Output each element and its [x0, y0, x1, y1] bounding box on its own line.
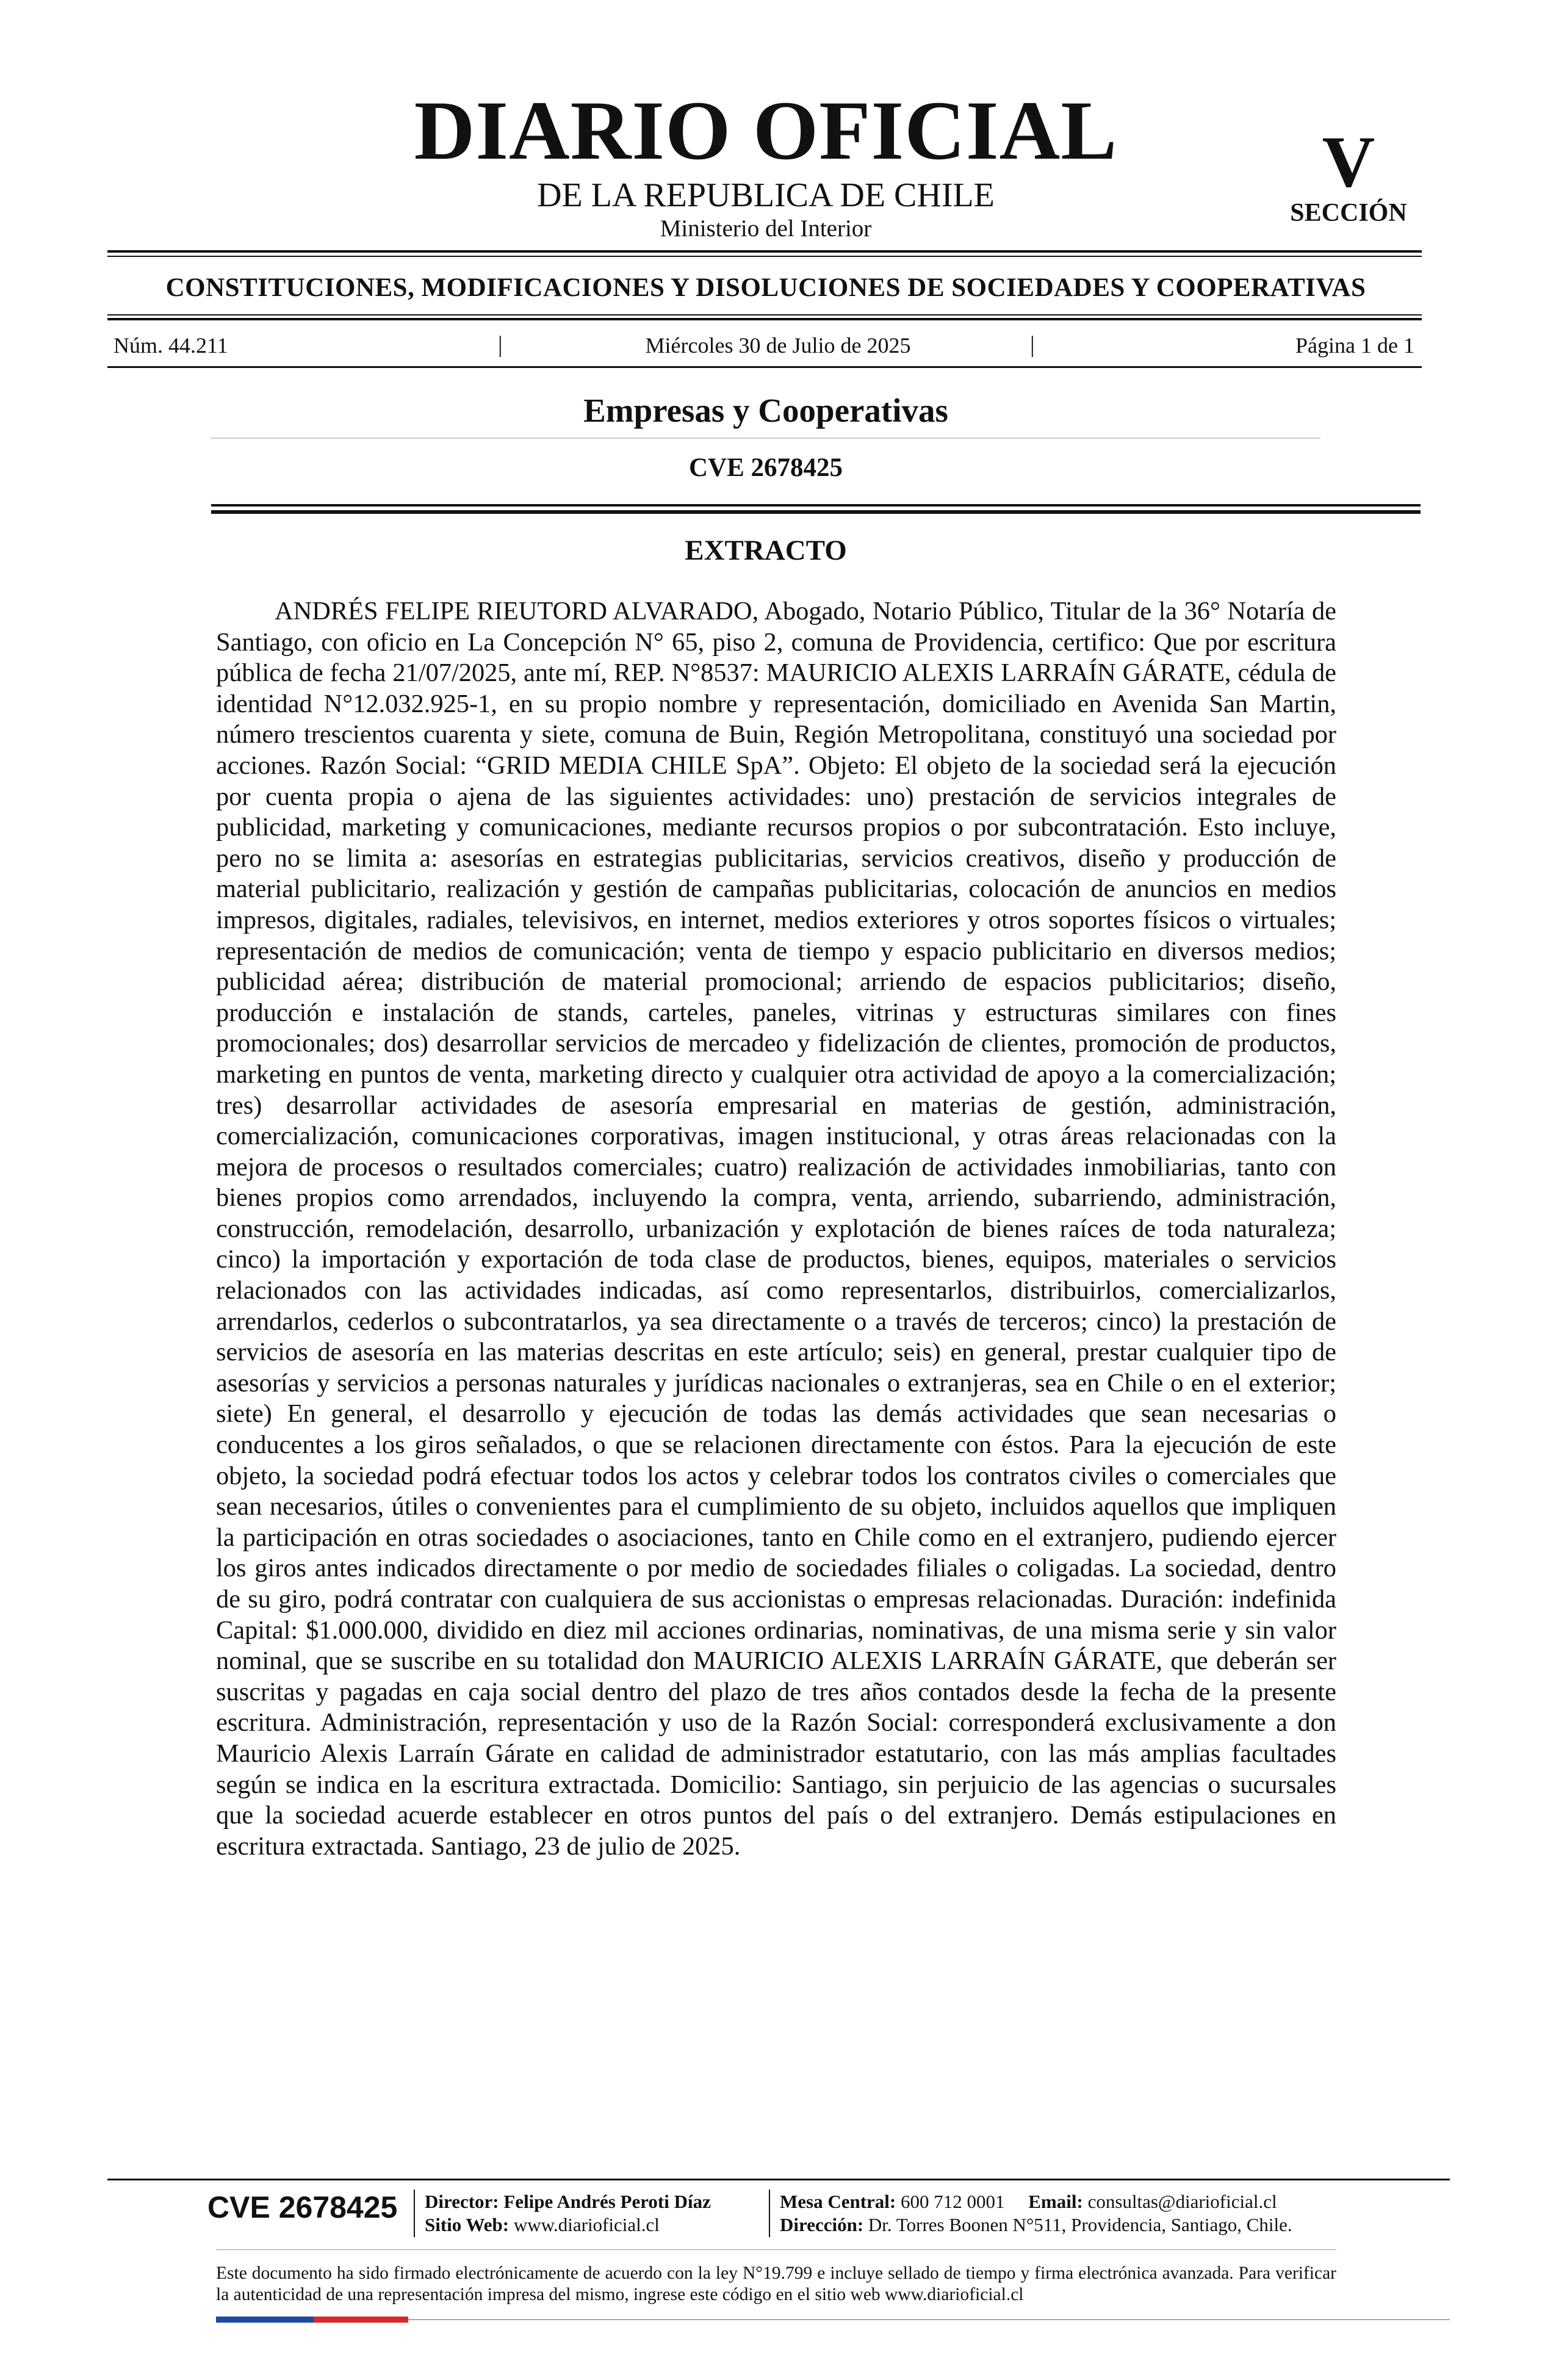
issue-date: Miércoles 30 de Julio de 2025: [645, 333, 911, 358]
heavy-rule-1: [211, 504, 1421, 507]
band-rule-1: [107, 314, 1422, 316]
footer-address: [780, 2214, 1292, 2236]
issue-separator: |: [498, 332, 503, 358]
section-label: SECCIÓN: [1290, 199, 1407, 227]
mesa-label: Mesa Central:: [780, 2191, 896, 2212]
cve-code: CVE 2678425: [688, 453, 843, 482]
footer-director: [425, 2191, 711, 2213]
section-name: Empresas y Cooperativas: [583, 392, 948, 429]
email-label: Email:: [1028, 2191, 1083, 2212]
masthead-title: DIARIO OFICIAL: [414, 84, 1118, 177]
document-heading: EXTRACTO: [685, 535, 847, 566]
issue-number: Núm. 44.211: [113, 333, 228, 358]
header-rule-1: [107, 250, 1422, 253]
footer-divider: [414, 2190, 415, 2237]
bottom-rule: [408, 2319, 1450, 2320]
info-rule: [107, 366, 1422, 368]
masthead-subtitle: DE LA REPUBLICA DE CHILE: [537, 176, 995, 214]
footer-website: [425, 2214, 660, 2236]
masthead-ministry: Ministerio del Interior: [660, 215, 872, 242]
email-link[interactable]: consultas@diarioficial.cl: [1087, 2191, 1277, 2212]
director-label: Director:: [425, 2191, 499, 2212]
extract-body: ANDRÉS FELIPE RIEUTORD ALVARADO, Abogado, Notario Público, Titular de la 36° Notaría de Santiago, con oficio en La Concepción N° 65, piso 2, comuna de Providencia, certifico: Que por escritura pública de fecha 21/07/2025, ante mí, REP. N°8537: MAURICIO ALEXIS LARRAÍN GÁRATE, cédula de identidad N°12.032.925-1, en su propio nombre y representación, domiciliado en Avenida San Martin, número trescientos cuarenta y siete, comuna de Buin, Región Metropolitana, constituyó una sociedad por acciones. Razón Social: “GRID MEDIA CHILE SpA”. Objeto: El objeto de la sociedad será la ejecución por cuenta propia o ajena de las siguientes actividades: uno) prestación de servicios integrales de publicidad, marketing y comunicaciones, mediante recursos propios o por subcontratación. Esto incluye, pero no se limita a: asesorías en estrategias publicitarias, servicios creativos, diseño y producción de material publicitario, realización y gestión de campañas publicitarias, colocación de anuncios en medios impresos, digitales, radiales, televisivos, en internet, medios exteriores y otros soportes físicos o virtuales; representación de medios de comunicación; venta de tiempo y espacio publicitario en diversos medios; publicidad aérea; distribución de material promocional; arriendo de espacios publicitarios; diseño, producción e instalación de stands, carteles, paneles, vitrinas y estructuras similares con fines promocionales; dos) desarrollar servicios de mercadeo y fidelización de clientes, promoción de productos, marketing en puntos de venta, marketing directo y cualquier otra actividad de apoyo a la comercialización; tres) desarrollar actividades de asesoría empresarial en materias de gestión, administración, comercialización, comunicaciones corporativas, imagen institucional, y otras áreas relacionadas con la mejora de procesos o resultados comerciales; cuatro) realización de actividades inmobiliarias, tanto con bienes propios como arrendados, incluyendo la compra, venta, arriendo, subarriendo, administración, construcción, remodelación, desarrollo, urbanización y explotación de bienes raíces de toda naturaleza; cinco) la importación y exportación de toda clase de productos, bienes, equipos, materiales o servicios relacionados con las actividades indicadas, así como representarlos, distribuirlos, comercializarlos, arrendarlos, cederlos o subcontratarlos, ya sea directamente o a través de terceros; cinco) la prestación de servicios de asesoría en las materias descritas en este artículo; seis) en general, prestar cualquier tipo de asesorías y servicios a personas naturales y jurídicas nacionales o extranjeras, sea en Chile o en el exterior; siete) En general, el desarrollo y ejecución de todas las demás actividades que sean necesarias o conducentes a los giros señalados, o que se relacionen directamente con éstos. Para la ejecución de este objeto, la sociedad podrá efectuar todos los actos y celebrar todos los contratos civiles o comerciales que sean necesarios, útiles o convenientes para el cumplimiento de su objeto, incluidos aquellos que impliquen la participación en otras sociedades o asociaciones, tanto en Chile como en el extranjero, pudiendo ejercer los giros antes indicados directamente o por medio de sociedades filiales o coligadas. La sociedad, dentro de su giro, podrá contratar con cualquiera de sus accionistas o empresas relacionadas. Duración: indefinida Capital: $1.000.000, dividido en diez mil acciones ordinarias, nominativas, de una misma serie y sin valor nominal, que se suscribe en su totalidad don MAURICIO ALEXIS LARRAÍN GÁRATE, que deberán ser suscritas y pagadas en caja social dentro del plazo de tres años contados desde la fecha de la presente escritura. Administración, representación y uso de la Razón Social: corresponderá exclusivamente a don Mauricio Alexis Larraín Gárate en calidad de administrador estatutario, con las más amplias facultades según se indica en la escritura extractada. Domicilio: Santiago, sin perjuicio de las agencias o sucursales que la sociedad acuerde establecer en otros puntos del país o del extranjero. Demás estipulaciones en escritura extractada. Santiago, 23 de julio de 2025.: [216, 597, 1336, 1861]
heavy-rule-2: [211, 510, 1421, 514]
director-name: Felipe Andrés Peroti Díaz: [503, 2191, 711, 2212]
section-letter: V: [1322, 121, 1375, 202]
flag-stripe-blue: [216, 2317, 314, 2323]
footer-rule: [107, 2179, 1450, 2180]
footer-legal-note: Este documento ha sido firmado electrónicamente de acuerdo con la ley N°19.799 e incluye sellado de tiempo y firma electrónica avanzada. Para verificar la autenticidad de una representación impresa del mismo, ingrese este código en el sitio web www.diarioficial.cl: [216, 2263, 1336, 2304]
mesa-phone: 600 712 0001: [901, 2191, 1005, 2212]
band-rule-2: [107, 318, 1422, 320]
issue-separator: |: [1030, 332, 1035, 358]
footer-note-rule: [216, 2249, 1336, 2250]
website-link[interactable]: www.diarioficial.cl: [513, 2214, 660, 2235]
header-rule-2: [107, 256, 1422, 257]
address-text: Dr. Torres Boonen N°511, Providencia, Santiago, Chile.: [868, 2214, 1292, 2235]
footer-contact: [780, 2191, 1277, 2213]
flag-stripe-red: [314, 2317, 408, 2323]
address-label: Dirección:: [780, 2214, 864, 2235]
page-indicator: Página 1 de 1: [1295, 333, 1414, 358]
band-title: CONSTITUCIONES, MODIFICACIONES Y DISOLUCIONES DE SOCIEDADES Y COOPERATIVAS: [165, 273, 1366, 302]
footer-cve-code: CVE 2678425: [207, 2190, 398, 2224]
section-divider: [211, 438, 1320, 439]
footer-divider: [769, 2190, 770, 2237]
website-label: Sitio Web:: [425, 2214, 510, 2235]
